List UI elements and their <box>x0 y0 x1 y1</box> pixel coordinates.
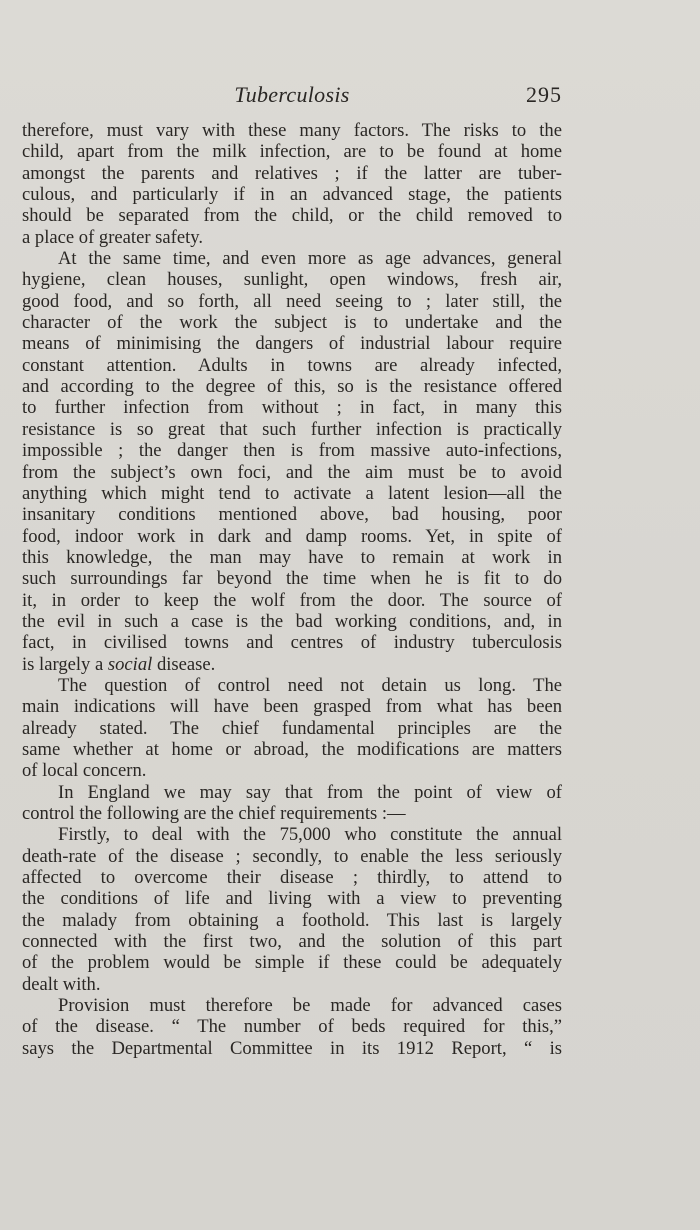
text-line: culous, and particularly if in an advanced stage, the patients <box>22 184 562 206</box>
text-line: amongst the parents and relatives ; if the latter are tuber- <box>22 162 562 184</box>
text-line: main indications will have been grasped from what has been <box>22 696 562 718</box>
text-line: anything which might tend to activate a latent lesion—all the <box>22 482 562 504</box>
text-line: The question of control need not detain us long. The <box>58 674 562 696</box>
text-line: control the following are the chief requirements :— <box>22 803 406 824</box>
text-line: a place of greater safety. <box>22 226 203 248</box>
text-line: means of minimising the dangers of industrial labour require <box>22 333 562 355</box>
text-line: At the same time, and even more as age advances, general <box>58 248 562 270</box>
text-line: the evil in such a case is the bad working conditions, and, in <box>22 610 562 632</box>
text-line: therefore, must vary with these many factors. The risks to the <box>22 120 562 141</box>
text-line: dealt with. <box>22 973 101 995</box>
text-line: character of the work the subject is to undertake and the <box>22 312 562 334</box>
text-line: of the disease. “ The number of beds required for this,” <box>22 1016 562 1038</box>
text-line: to further infection from without ; in fact, in many this <box>22 397 562 419</box>
text-line: the malady from obtaining a foothold. This last is largely <box>22 909 562 931</box>
text-line: says the Departmental Committee in its 1912 Report, “ is <box>22 1037 562 1059</box>
page-number: 295 <box>526 82 562 107</box>
text-line: the conditions of life and living with a view to preventing <box>22 888 562 910</box>
text-line: such surroundings far beyond the time when he is fit to do <box>22 568 562 590</box>
text-line: Provision must therefore be made for advanced cases <box>58 995 562 1017</box>
text-line: this knowledge, the man may have to remain at work in <box>22 546 562 568</box>
body-text <box>22 120 562 1059</box>
text-line: is largely a social disease. <box>22 653 216 675</box>
running-title: Tuberculosis <box>234 82 350 107</box>
text-line: impossible ; the danger then is from massive auto-infections, <box>22 440 562 462</box>
text-line: connected with the first two, and the solution of this part <box>22 931 562 953</box>
text-line: fact, in civilised towns and centres of industry tuberculosis <box>22 632 562 654</box>
text-line: of the problem would be simple if these could be adequately <box>22 952 562 974</box>
text-line: food, indoor work in dark and damp rooms. Yet, in spite of <box>22 525 562 547</box>
text-line: it, in order to keep the wolf from the door. The source of <box>22 589 562 611</box>
text-line: already stated. The chief fundamental principles are the <box>22 717 562 739</box>
emphasis-social: social <box>107 653 153 675</box>
text-line: same whether at home or abroad, the modifications are matters <box>22 738 562 760</box>
text-line: death-rate of the disease ; secondly, to enable the less seriously <box>22 845 562 867</box>
text-line: hygiene, clean houses, sunlight, open windows, fresh air, <box>22 269 562 291</box>
text-line: insanitary conditions mentioned above, bad housing, poor <box>22 504 562 526</box>
text-line: Firstly, to deal with the 75,000 who constitute the annual <box>58 824 562 846</box>
text-line: resistance is so great that such further infection is practically <box>22 418 562 440</box>
text-line: child, apart from the milk infection, are to be found at home <box>22 141 562 163</box>
text-line: of local concern. <box>22 760 147 782</box>
text-line: constant attention. Adults in towns are already infected, <box>22 354 562 376</box>
text-line: should be separated from the child, or the child removed to <box>22 205 562 227</box>
text-line: In England we may say that from the point of view of <box>58 781 562 803</box>
page-header <box>22 82 562 112</box>
text-line: affected to overcome their disease ; thirdly, to attend to <box>22 867 562 889</box>
text-line: good food, and so forth, all need seeing to ; later still, the <box>22 290 562 312</box>
text-line: and according to the degree of this, so is the resistance offered <box>22 376 562 398</box>
text-line: from the subject’s own foci, and the aim must be to avoid <box>22 461 562 483</box>
